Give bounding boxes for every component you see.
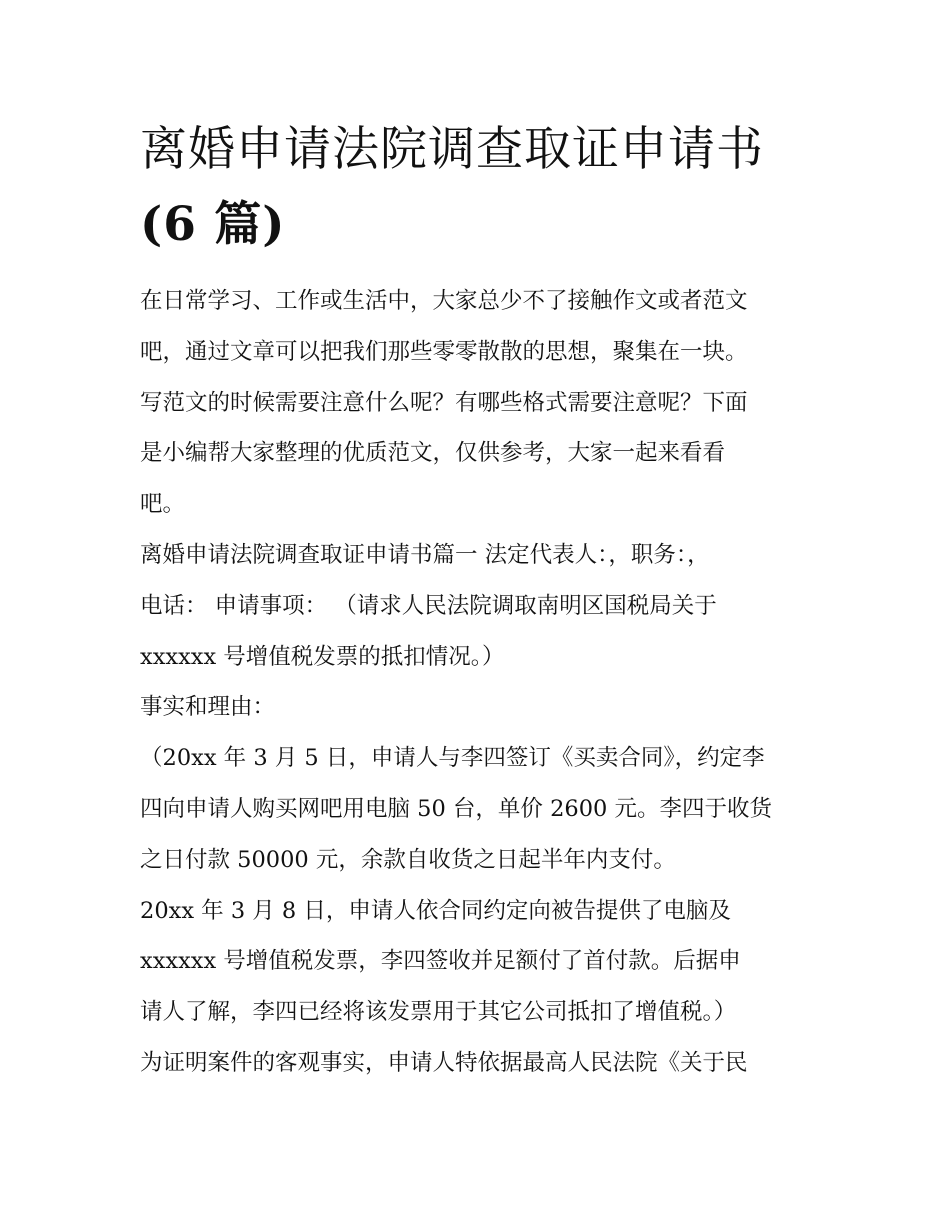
body-line: xxxxxx 号增值税发票的抵扣情况。） [140,643,505,670]
body-line: （20xx 年 3 月 5 日，申请人与李四签订《买卖合同》，约定李 [140,745,765,772]
body-line: 是小编帮大家整理的优质范文，仅供参考，大家一起来看看 [140,440,726,467]
body-line: 吧，通过文章可以把我们那些零零散散的思想，聚集在一块。 [140,338,748,365]
body-line: xxxxxx 号增值税发票，李四签收并足额付了首付款。后据申 [140,948,741,975]
body-line: 20xx 年 3 月 8 日，申请人依合同约定向被告提供了电脑及 [140,897,731,924]
body-line: 四向申请人购买网吧用电脑 50 台，单价 2600 元。李四于收货 [140,795,773,822]
body-line: 写范文的时候需要注意什么呢？有哪些格式需要注意呢？下面 [140,389,748,416]
body-line: 请人了解，李四已经将该发票用于其它公司抵扣了增值税。） [140,999,737,1026]
title-line-2: (6 篇) [140,197,286,252]
body-line: 之日付款 50000 元，余款自收货之日起半年内支付。 [140,846,676,873]
title-line-1: 离婚申请法院调查取证申请书 [140,122,764,177]
body-line: 事实和理由： [140,694,276,721]
body-line: 为证明案件的客观事实，申请人特依据最高人民法院《关于民 [140,1049,748,1076]
body-line: 离婚申请法院调查取证申请书篇一 法定代表人：，职务：， [140,541,710,568]
body-line: 在日常学习、工作或生活中，大家总少不了接触作文或者范文 [140,288,748,314]
body-line: 吧。 [140,491,186,518]
body-line: 电话： 申请事项： （请求人民法院调取南明区国税局关于 [140,592,717,619]
document-title [140,112,840,262]
document-body [140,276,840,1089]
